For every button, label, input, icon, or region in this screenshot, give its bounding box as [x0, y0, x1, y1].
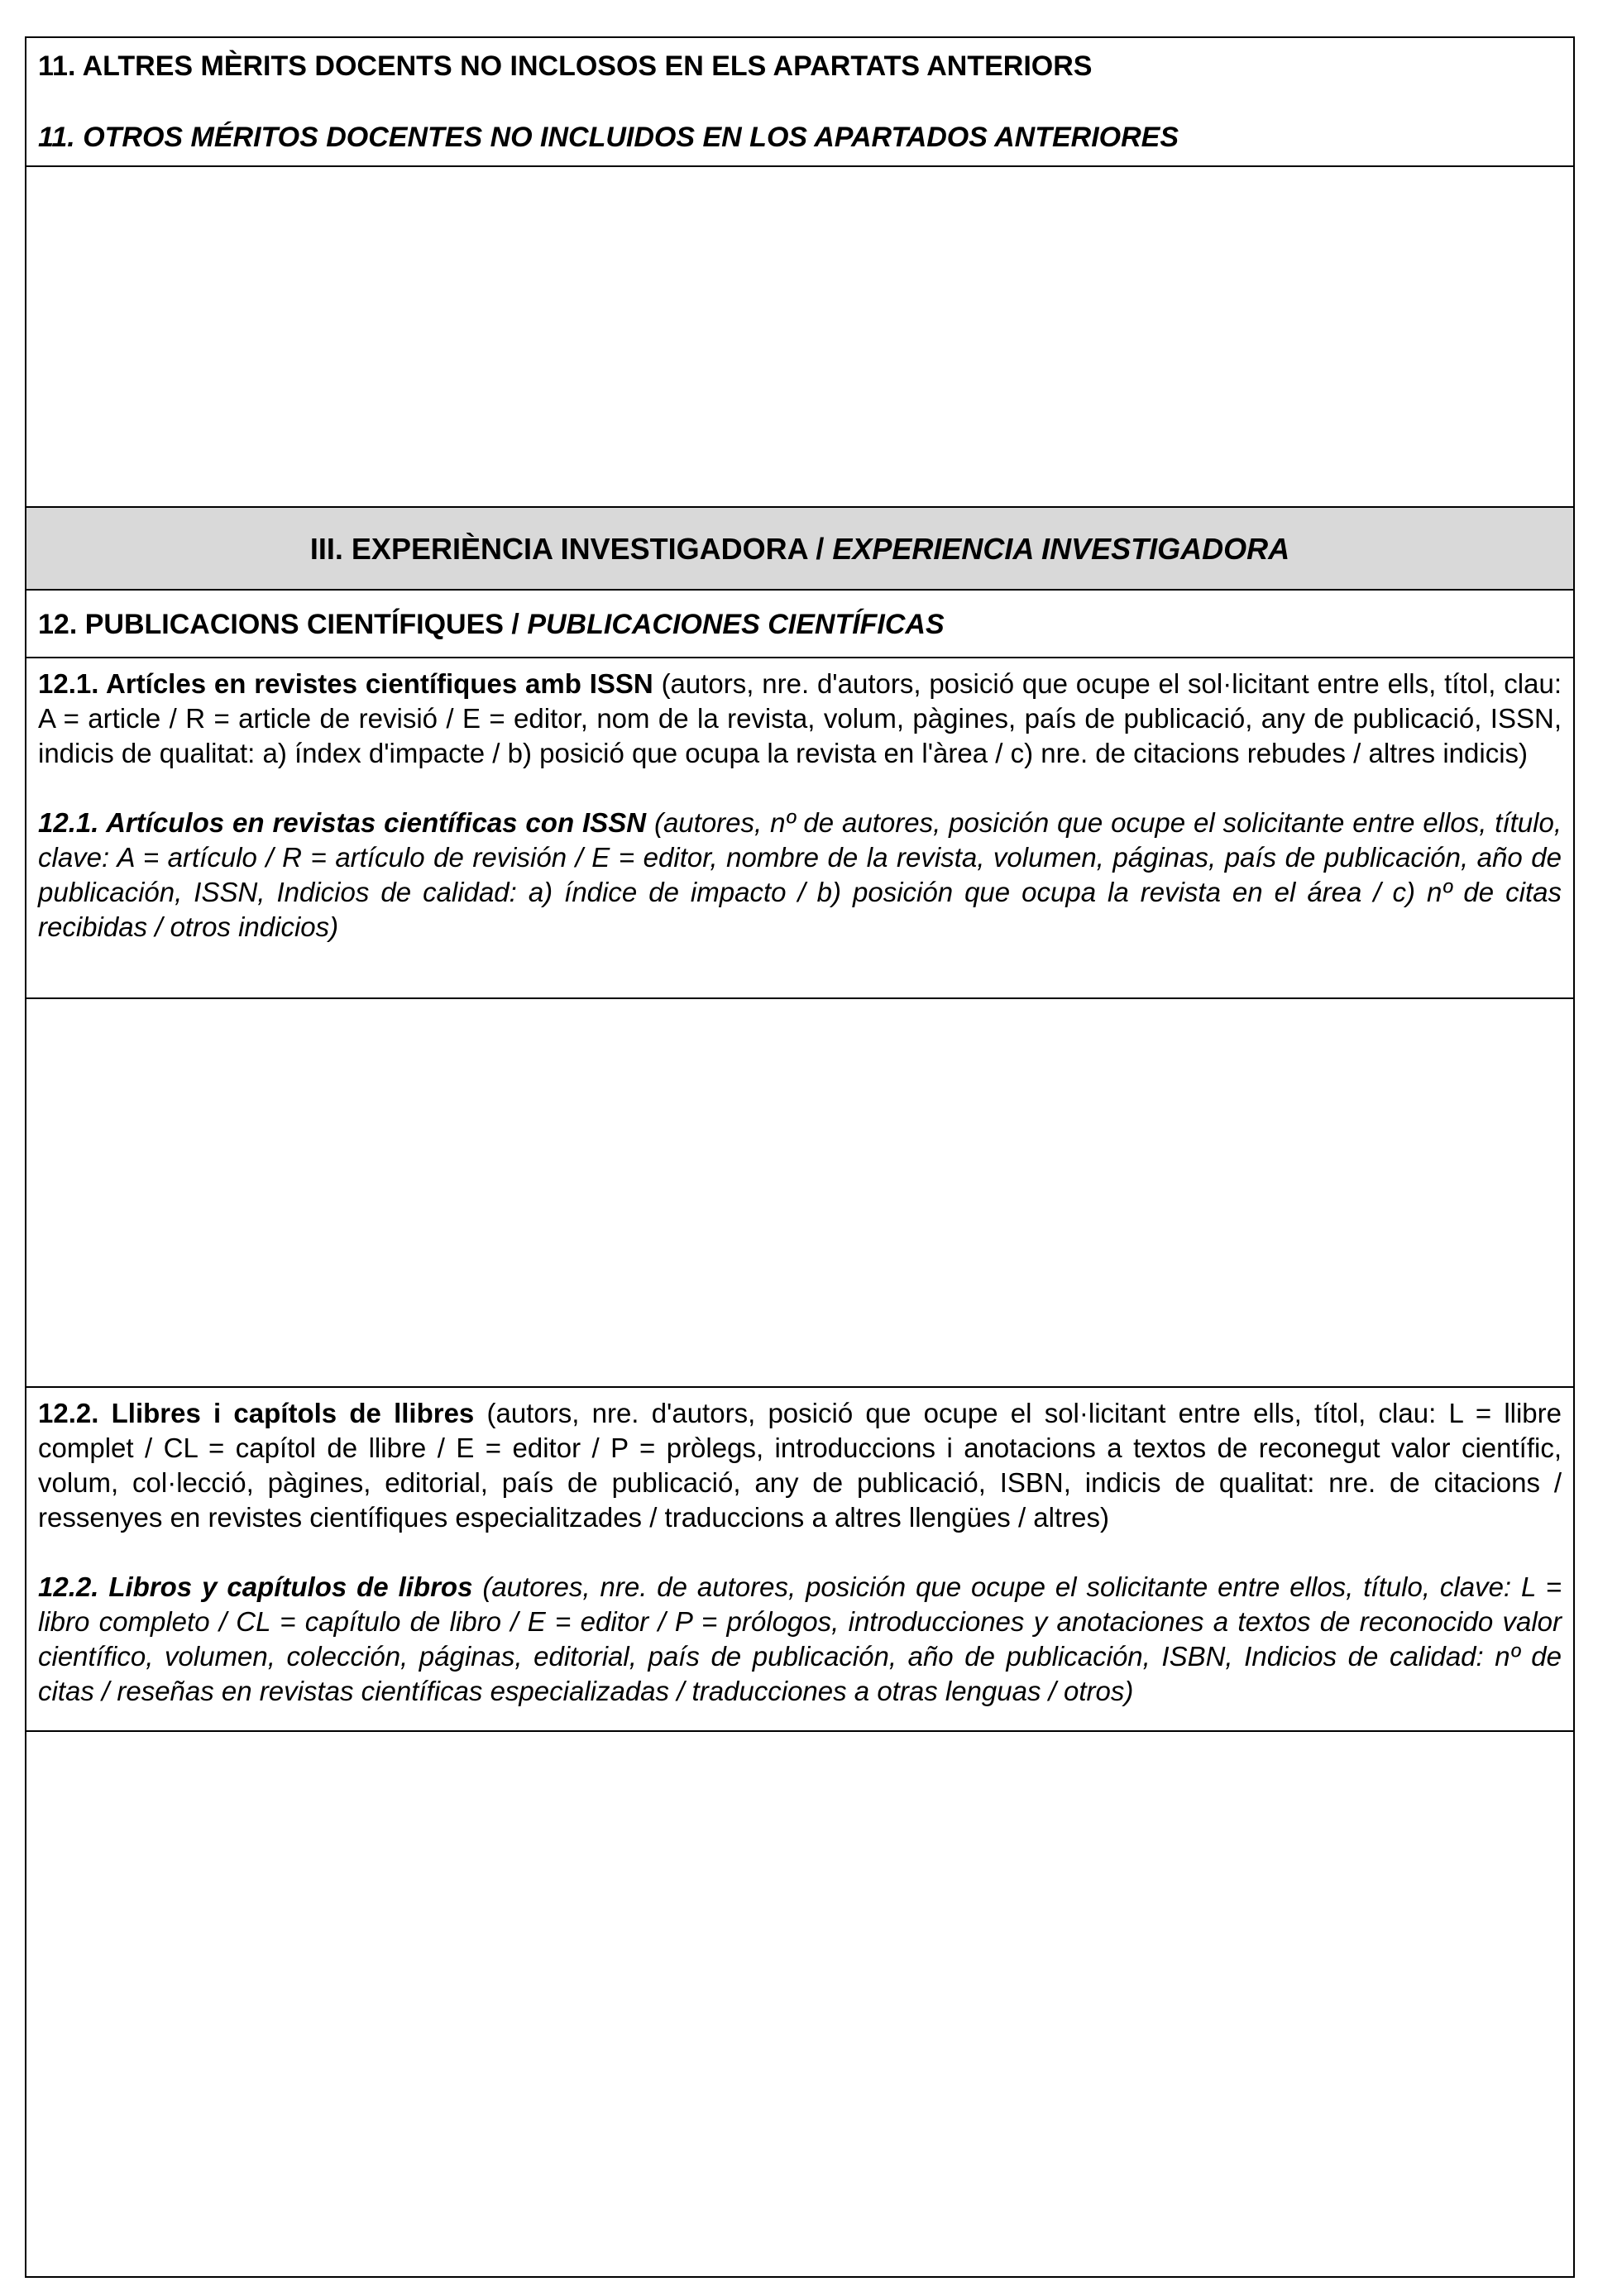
section-12-1-details-ca: (autors, nre. d'autors, posició que ocupe el sol·licitant entre ells, títol, clau: A = article / R = article de revisió / E = editor, nom de la revista, volum, pàgines, país de publicació, any de publicació, ISSN, indicis de qualitat: a) índex d'impacte / b) posició que ocupa la revista en l'àrea / c) nre. de citacions rebudes / altres indicis) — [38, 668, 1562, 768]
section-iii-title-ca: III. EXPERIÈNCIA INVESTIGADORA / — [309, 532, 825, 566]
section-12-2-text-es — [38, 1570, 1562, 1709]
section-11-title-ca: 11. ALTRES MÈRITS DOCENTS NO INCLOSOS EN ELS APARTATS ANTERIORS — [38, 50, 1093, 82]
section-12-2-title-es: 12.2. Libros y capítulos de libros — [38, 1571, 473, 1602]
section-12-1-details-es: (autores, nº de autores, posición que ocupe el solicitante entre ellos, título, clave: A = artículo / R = artículo de revisión / E = editor, nombre de la revista, volumen, páginas, país de publicación, año de publicación, ISSN, Indicios de calidad: a) índice de impacto / b) posición que ocupa la revista en el área / c) nº de citas recibidas / otros indicios) — [38, 807, 1562, 942]
section-12-1-text-es — [38, 806, 1562, 945]
section-12-1-description — [26, 658, 1573, 999]
section-12-2-title-ca: 12.2. Llibres i capítols de llibres — [38, 1398, 475, 1428]
form-table — [25, 36, 1575, 2278]
section-12-1-entry-area[interactable] — [26, 999, 1573, 1388]
section-12-1-title-ca: 12.1. Artícles en revistes científiques amb ISSN — [38, 668, 653, 699]
section-12-1-text-ca — [38, 667, 1562, 771]
section-12-title-es: PUBLICACIONES CIENTÍFICAS — [527, 609, 945, 640]
section-iii-header — [26, 508, 1573, 591]
section-12-2-text-ca — [38, 1396, 1562, 1535]
section-12-2-details-ca: (autors, nre. d'autors, posició que ocupe el sol·licitant entre ells, títol, clau: L = llibre complet / CL = capítol de llibre / E = editor / P = pròlegs, introduccions i anotacions a textos de reconegut valor científic, volum, col·lecció, pàgines, editorial, país de publicació, any de publicació, ISBN, indicis de qualitat: nre. de citacions / ressenyes en revistes científiques especialitzades / traduccions a altres llengües / altres) — [38, 1398, 1562, 1533]
section-11-header — [26, 38, 1573, 167]
section-12-2-details-es: (autores, nre. de autores, posición que ocupe el solicitante entre ellos, título, clave: L = libro completo / CL = capítulo de libro / E = editor / P = prólogos, introducciones y anotaciones a textos de reconocido valor científico, volumen, colección, páginas, editorial, país de publicación, año de publicación, ISBN, Indicios de calidad: nº de citas / reseñas en revistas científicas especializadas / traducciones a otras lenguas / otros) — [38, 1571, 1562, 1706]
section-12-title-ca: 12. PUBLICACIONS CIENTÍFIQUES / — [38, 609, 519, 640]
section-11-entry-area[interactable] — [26, 167, 1573, 508]
section-12-2-description — [26, 1388, 1573, 1732]
section-11-title-es: 11. OTROS MÉRITOS DOCENTES NO INCLUIDOS EN LOS APARTADOS ANTERIORES — [38, 122, 1179, 153]
section-12-header — [26, 591, 1573, 658]
section-iii-title-es: EXPERIENCIA INVESTIGADORA — [832, 532, 1290, 566]
section-12-1-title-es: 12.1. Artículos en revistas científicas con ISSN — [38, 807, 647, 838]
section-12-2-entry-area[interactable] — [26, 1732, 1573, 2276]
